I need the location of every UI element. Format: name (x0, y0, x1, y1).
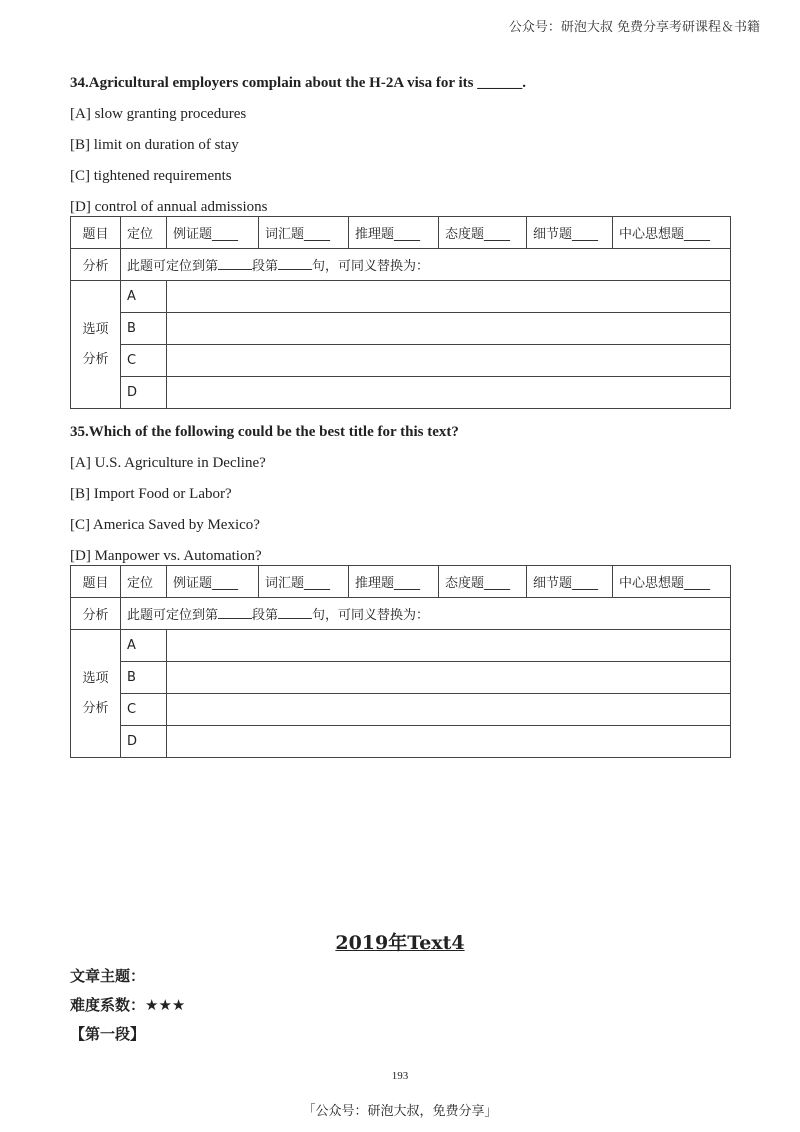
paragraph-blank[interactable] (218, 257, 252, 270)
type-locate: 定位 (121, 217, 167, 249)
row-label-analysis: 分析 (71, 598, 121, 630)
difficulty-label: 难度系数：★★★ (70, 996, 186, 1014)
option-letter-a: A (121, 281, 167, 313)
option-c: [C] tightened requirements (70, 168, 232, 184)
locate-mid: 段第 (252, 608, 279, 623)
type-detail: 细节题____ (527, 217, 613, 249)
paragraph-blank[interactable] (218, 606, 252, 619)
option-letter-d: D (121, 726, 167, 758)
option-letter-a: A (121, 630, 167, 662)
option-d-analysis-cell[interactable] (167, 726, 731, 758)
question-35 (70, 423, 730, 758)
locate-suffix: 句，可同义替换为： (312, 259, 430, 274)
type-vocabulary: 词汇题____ (259, 566, 349, 598)
option-a: [A] U.S. Agriculture in Decline? (70, 455, 266, 471)
option-label-1: 选项 (82, 670, 109, 686)
section-title: 2019年Text4 (335, 932, 465, 954)
analysis-table (70, 565, 731, 758)
question-34 (70, 74, 730, 409)
option-b: [B] limit on duration of stay (70, 137, 239, 153)
type-inference: 推理题____ (349, 217, 439, 249)
row-label-question: 题目 (71, 217, 121, 249)
type-main-idea: 中心思想题____ (613, 217, 731, 249)
option-label-1: 选项 (82, 321, 109, 337)
question-title: 35.Which of the following could be the best title for this text? (70, 424, 459, 440)
row-label-analysis: 分析 (71, 249, 121, 281)
type-example: 例证题____ (167, 217, 259, 249)
sentence-blank[interactable] (278, 257, 312, 270)
option-a-analysis-cell[interactable] (167, 281, 731, 313)
option-a: [A] slow granting procedures (70, 106, 247, 122)
page-number: 193 (391, 1070, 409, 1082)
locate-mid: 段第 (252, 259, 279, 274)
option-c-analysis-cell[interactable] (167, 345, 731, 377)
option-letter-c: C (121, 694, 167, 726)
type-example: 例证题____ (167, 566, 259, 598)
question-title: 34.Agricultural employers complain about the H-2A visa for its ______. (70, 75, 526, 91)
option-b-analysis-cell[interactable] (167, 662, 731, 694)
option-b: [B] Import Food or Labor? (70, 486, 232, 502)
option-d: [D] Manpower vs. Automation? (70, 548, 262, 564)
type-attitude: 态度题____ (439, 566, 527, 598)
type-inference: 推理题____ (349, 566, 439, 598)
locate-suffix: 句，可同义替换为： (312, 608, 430, 623)
option-d: [D] control of annual admissions (70, 199, 268, 215)
locate-instruction (121, 249, 731, 281)
sentence-blank[interactable] (278, 606, 312, 619)
option-a-analysis-cell[interactable] (167, 630, 731, 662)
locate-prefix: 此题可定位到第 (127, 259, 219, 274)
option-analysis-label (71, 281, 121, 409)
option-d-analysis-cell[interactable] (167, 377, 731, 409)
type-attitude: 态度题____ (439, 217, 527, 249)
row-label-question: 题目 (71, 566, 121, 598)
option-letter-d: D (121, 377, 167, 409)
type-main-idea: 中心思想题____ (613, 566, 731, 598)
header-note: 公众号：研泡大叔 免费分享考研课程＆书籍 (508, 20, 760, 35)
option-label-2: 分析 (82, 700, 109, 716)
article-theme-label: 文章主题： (70, 967, 146, 985)
option-b-analysis-cell[interactable] (167, 313, 731, 345)
option-letter-b: B (121, 313, 167, 345)
footer-note: 「公众号：研泡大叔，免费分享」 (302, 1104, 498, 1119)
locate-instruction (121, 598, 731, 630)
option-label-2: 分析 (82, 351, 109, 367)
locate-prefix: 此题可定位到第 (127, 608, 219, 623)
analysis-table (70, 216, 731, 409)
option-analysis-label (71, 630, 121, 758)
type-detail: 细节题____ (527, 566, 613, 598)
option-letter-b: B (121, 662, 167, 694)
option-c-analysis-cell[interactable] (167, 694, 731, 726)
option-letter-c: C (121, 345, 167, 377)
option-c: [C] America Saved by Mexico? (70, 517, 260, 533)
type-vocabulary: 词汇题____ (259, 217, 349, 249)
paragraph-label: 【第一段】 (70, 1025, 146, 1043)
type-locate: 定位 (121, 566, 167, 598)
